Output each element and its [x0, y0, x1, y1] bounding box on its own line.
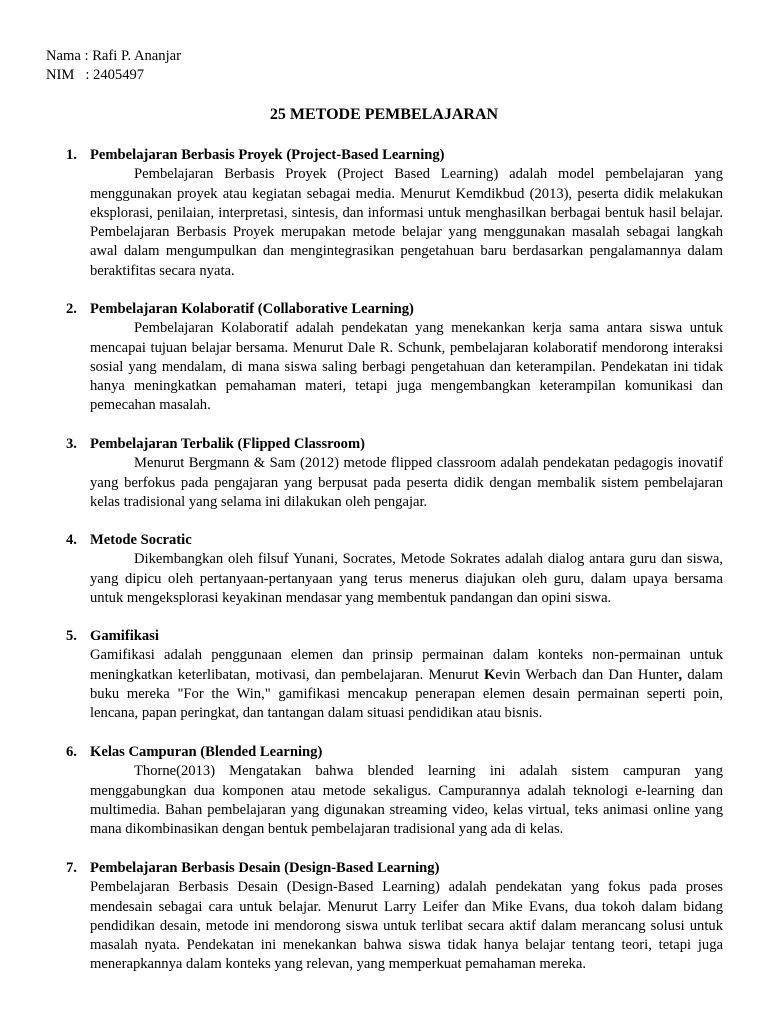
section-title: Pembelajaran Berbasis Desain (Design-Based Learning)	[90, 860, 440, 876]
section-number: 7.	[66, 860, 77, 876]
section-7	[66, 859, 723, 975]
section-6	[66, 743, 723, 839]
section-number: 1.	[66, 147, 77, 163]
section-body-emphasis: ,	[678, 666, 683, 683]
section-heading	[66, 531, 723, 550]
section-title: Pembelajaran Kolaboratif (Collaborative Learning)	[90, 301, 414, 317]
section-3	[66, 435, 723, 512]
section-heading	[66, 146, 723, 165]
section-number: 3.	[66, 436, 77, 452]
section-body-text: dalam buku mereka "For the Win," gamifikasi mencakup penerapan elemen desain permainan seperti poin, lencana, papan peringkat, dan tantangan dalam situasi pendidikan atau bisnis.	[90, 666, 723, 722]
section-heading	[66, 300, 723, 319]
section-body-text: Gamifikasi adalah penggunaan elemen dan prinsip permainan dalam konteks non-permainan untuk meningkatkan keterlibatan, motivasi, dan pembelajaran. Menurut	[90, 647, 723, 683]
section-number: 5.	[66, 628, 77, 644]
student-name: Nama : Rafi P. Ananjar	[46, 48, 181, 64]
section-2	[66, 300, 723, 416]
section-body: Pembelajaran Berbasis Desain (Design-Based Learning) adalah pendekatan yang fokus pada proses mendesain sebagai cara untuk belajar. Menurut Larry Leifer dan Mike Evans, dua tokoh dalam bidang pendidikan desain, metode ini mendorong siswa untuk terlibat secara aktif dalam merancang solusi untuk masalah nyata. Pendekatan ini menekankan bahwa siswa tidak hanya belajar tentang teori, tetapi juga menerapkannya dalam konteks yang relevan, yang memperkuat pemahaman mereka.	[90, 879, 723, 973]
section-heading	[66, 859, 723, 878]
student-info	[46, 47, 181, 85]
section-5	[66, 627, 723, 723]
section-number: 4.	[66, 532, 77, 548]
section-body: Dikembangkan oleh filsuf Yunani, Socrates, Metode Sokrates adalah dialog antara guru dan siswa, yang dipicu oleh pertanyaan-pertanyaan yang terus menerus diajukan oleh guru, dalam upaya bersama untuk mengeksplorasi keyakinan mendasar yang membentuk pandangan dan opini siswa.	[90, 551, 723, 606]
section-heading	[66, 743, 723, 762]
section-title: Kelas Campuran (Blended Learning)	[90, 744, 323, 760]
section-number: 2.	[66, 301, 77, 317]
section-title: Metode Socratic	[90, 532, 192, 548]
section-4	[66, 531, 723, 608]
section-title: Gamifikasi	[90, 628, 159, 644]
section-heading	[66, 627, 723, 646]
section-1	[66, 146, 723, 281]
section-body: Menurut Bergmann & Sam (2012) metode flipped classroom adalah pendekatan pedagogis inovatif yang berfokus pada pengajaran yang berpusat pada peserta didik dengan membalik sistem pembelajaran kelas tradisional yang selama ini dilakukan oleh pengajar.	[90, 455, 723, 510]
section-body: Pembelajaran Berbasis Proyek (Project Based Learning) adalah model pembelajaran yang menggunakan proyek atau kegiatan sebagai media. Menurut Kemdikbud (2013), peserta didik melakukan eksplorasi, penilaian, interpretasi, sintesis, dan informasi untuk menghasilkan berbagai bentuk hasil belajar. Pembelajaran Berbasis Proyek merupakan metode belajar yang menggunakan masalah sebagai langkah awal dalam mengumpulkan dan mengintegrasikan pengetahuan baru berdasarkan pengalamannya dalam beraktifitas secara nyata.	[90, 166, 723, 279]
section-body: Pembelajaran Kolaboratif adalah pendekatan yang menekankan kerja sama antara siswa untuk mencapai tujuan belajar bersama. Menurut Dale R. Schunk, pembelajaran kolaboratif mendorong interaksi sosial yang mendalam, di mana siswa saling berbagi pengetahuan dan keterampilan. Pendekatan ini tidak hanya meningkatkan pemahaman materi, tetapi juga mengembangkan keterampilan komunikasi dan pemecahan masalah.	[90, 320, 723, 414]
section-body-emphasis: K	[483, 666, 496, 683]
section-body-text: evin Werbach dan Dan Hunter	[495, 666, 679, 683]
document-title: 25 METODE PEMBELAJARAN	[269, 106, 499, 123]
section-title: Pembelajaran Berbasis Proyek (Project-Based Learning)	[90, 147, 445, 163]
section-heading	[66, 435, 723, 454]
section-number: 6.	[66, 744, 77, 760]
section-title: Pembelajaran Terbalik (Flipped Classroom)	[90, 436, 365, 452]
student-nim: NIM : 2405497	[46, 67, 145, 83]
section-body	[90, 646, 723, 723]
section-body: Thorne(2013) Mengatakan bahwa blended learning ini adalah sistem campuran yang menggabungkan dua komponen atau metode sekaligus. Campurannya adalah teknologi e-learning dan multimedia. Bahan pembelajaran yang digunakan streaming video, kelas virtual, teks animasi online yang mana dikombinasikan dengan bentuk pembelajaran tradisional yang ada di kelas.	[90, 763, 723, 838]
